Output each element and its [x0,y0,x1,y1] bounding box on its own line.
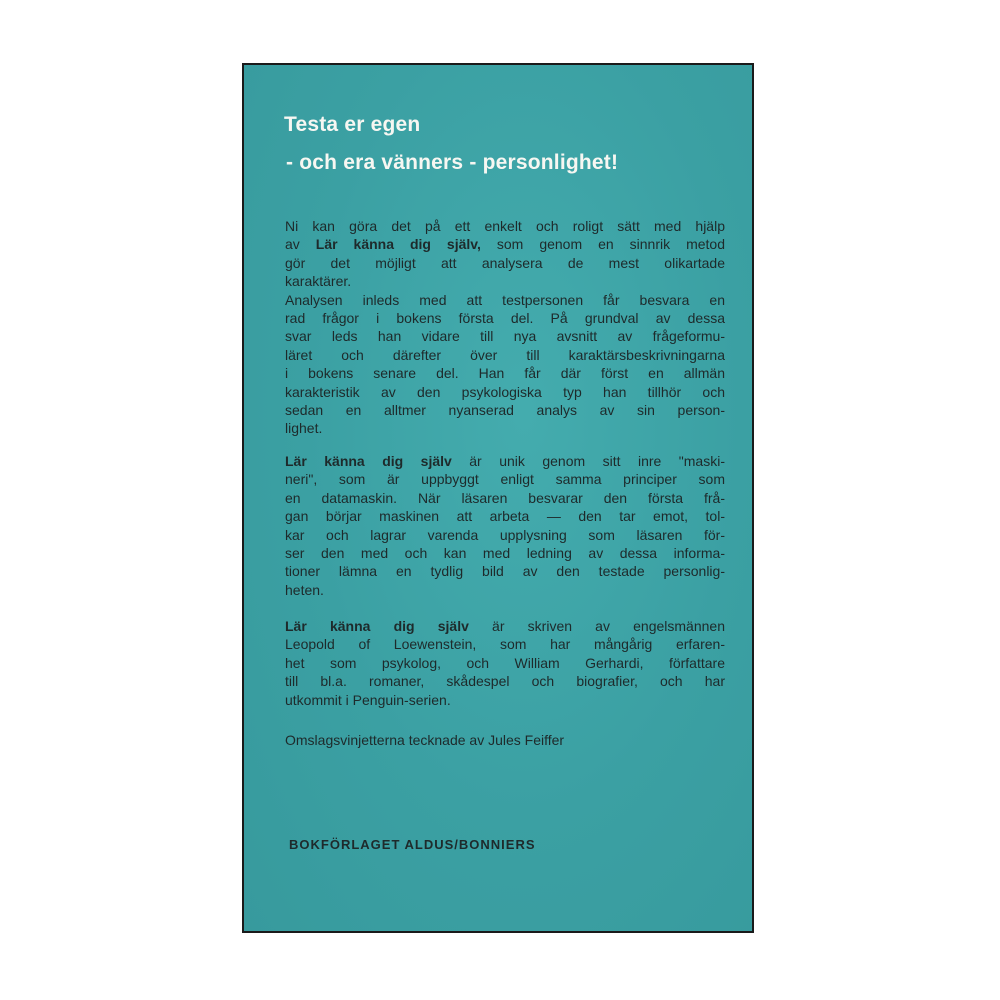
text-line [285,452,725,470]
text-fragment: är unik genom sitt inre "maski- [451,453,725,469]
text-line: rad frågor i bokens första del. På grundval av dessa [285,309,725,326]
text-line: lighet. [285,420,323,437]
book-title-bold: Lär känna dig själv, [315,236,481,253]
text-line: Omslagsvinjetterna tecknade av Jules Feiffer [285,732,565,748]
headline-line-1: Testa er egen [284,113,421,136]
text-fragment: är skriven av engelsmännen [468,618,725,634]
text-line: Analysen inleds med att testpersonen får besvara en [285,291,725,308]
book-title-bold: Lär känna dig själv [285,453,452,469]
text-line: sedan en alltmer nyanserad analys av sin person- [285,401,725,418]
text-line: gan börjar maskinen att arbeta — den tar emot, tol- [285,508,725,525]
text-line: utkommit i Penguin-serien. [285,691,451,708]
paragraph-illustration-credit [285,731,725,749]
book-back-cover [242,63,754,933]
headline-line-2: - och era vänners - personlighet! [286,151,619,174]
text-line [285,235,725,253]
text-line: i bokens senare del. Han får där först en allmän [285,365,725,382]
text-line: svar leds han vidare till nya avsnitt av frågeformu- [285,328,725,345]
text-line: karaktärer. [285,273,352,290]
text-line: neri", som är uppbyggt enligt samma principer som [285,471,725,488]
text-line: het som psykolog, och William Gerhardi, författare [285,654,725,671]
book-title-bold: Lär känna dig själv [285,618,469,634]
text-line: kar och lagrar varenda upplysning som läsaren för- [285,526,725,543]
publisher-imprint: BOKFÖRLAGET ALDUS/BONNIERS [289,837,536,852]
paragraph-authors [285,617,725,709]
text-fragment: som genom en sinnrik metod [480,236,725,253]
text-line: Ni kan göra det på ett enkelt och roligt sätt med hjälp [285,218,725,234]
paragraph-machine [285,452,725,599]
text-line: tioner lämna en tydlig bild av den testade personlig- [285,563,725,580]
text-line: gör det möjligt att analysera de mest olikartade [285,254,725,271]
text-line: läret och därefter över till karaktärsbeskrivningarna [285,346,725,363]
text-line: heten. [285,581,324,598]
text-line: karakteristik av den psykologiska typ han tillhör och [285,383,725,400]
text-line: en datamaskin. När läsaren besvarar den första frå- [285,489,725,506]
text-line: ser den med och kan med ledning av dessa informa- [285,544,725,561]
text-line: Leopold of Loewenstein, som har mångårig erfaren- [285,636,725,653]
text-line: till bl.a. romaner, skådespel och biografier, och har [285,673,725,690]
text-line [285,617,725,635]
text-fragment: av [285,236,316,253]
paragraph-intro [285,217,725,438]
